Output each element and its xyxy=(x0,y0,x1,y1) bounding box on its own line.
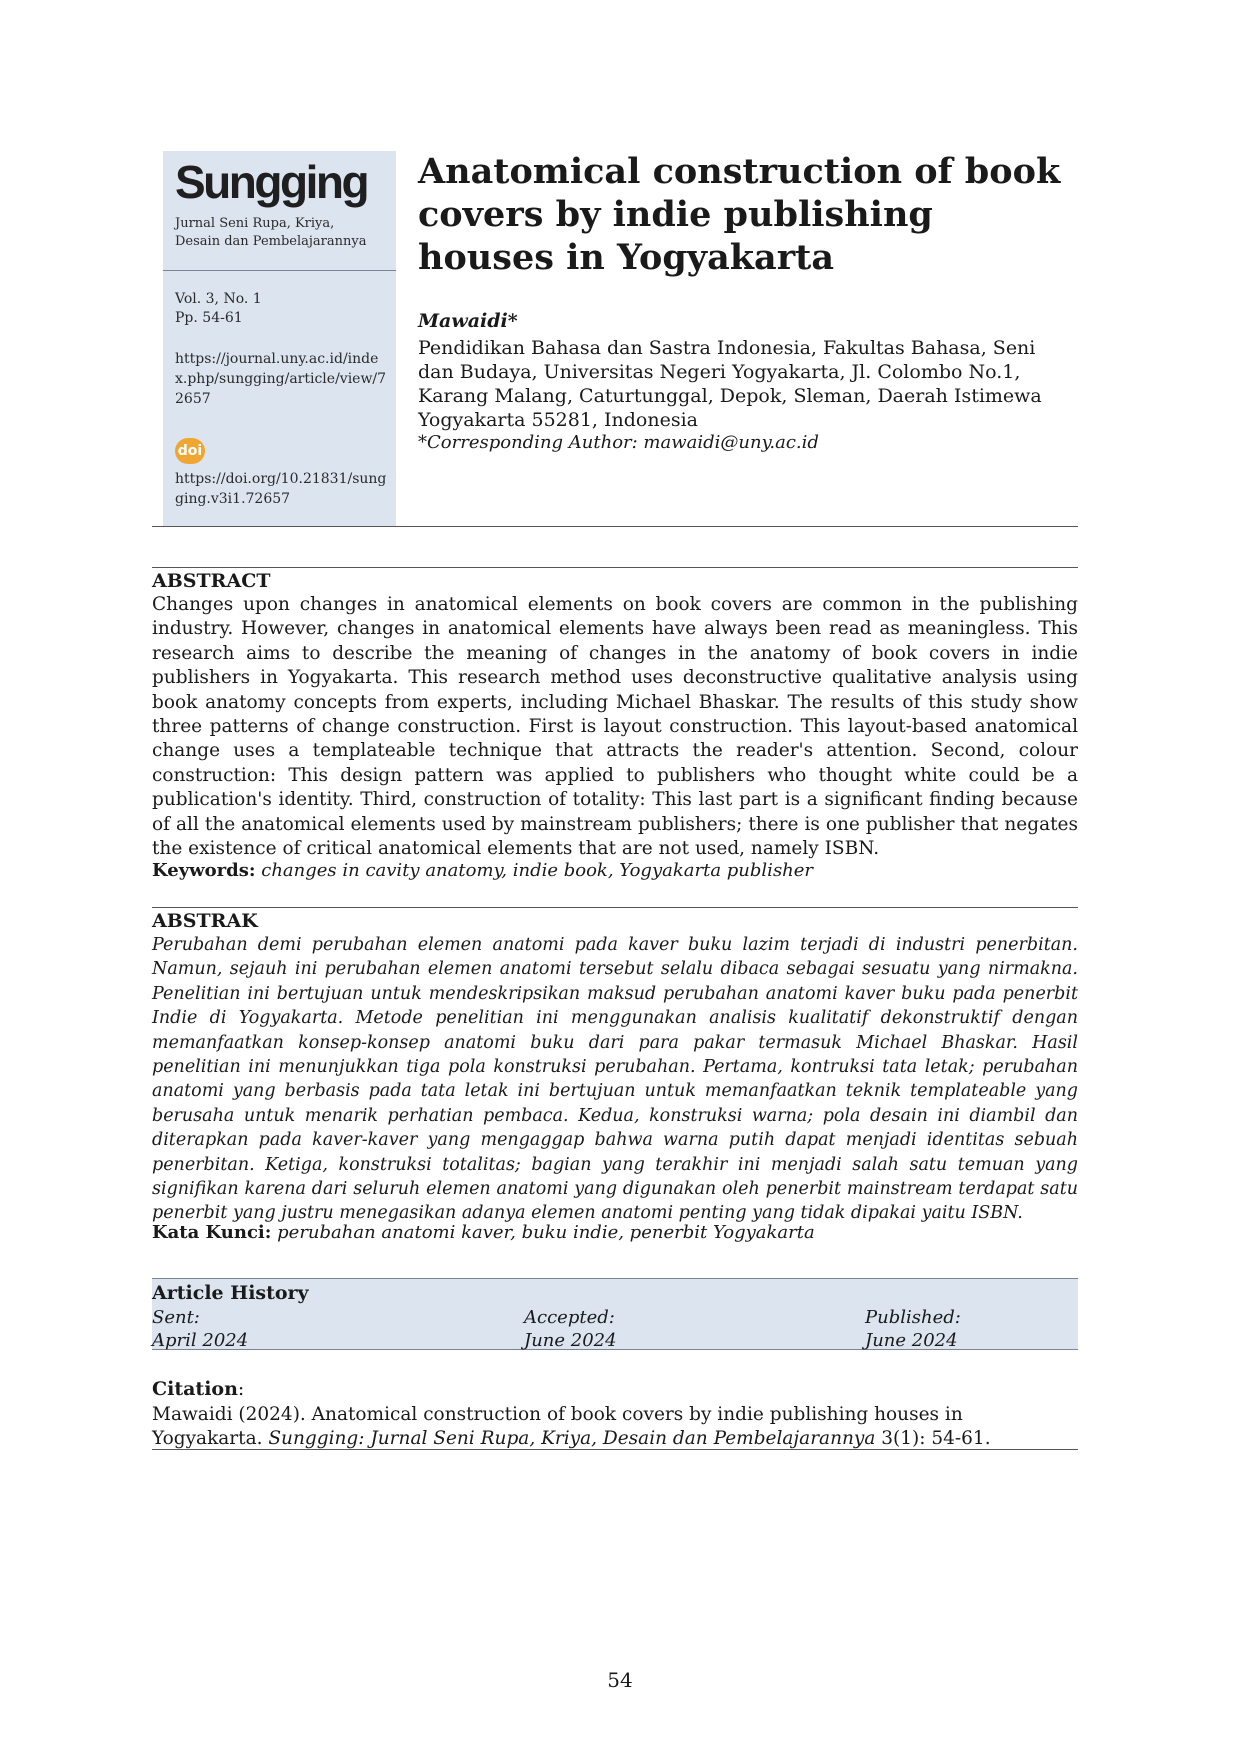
page-range: Pp. 54-61 xyxy=(175,310,243,326)
journal-info-panel xyxy=(163,151,396,527)
doi-link[interactable]: https://doi.org/10.21831/sungging.v3i1.72657 xyxy=(175,471,387,507)
sent-date: April 2024 xyxy=(152,1330,249,1351)
sent-label: Sent: xyxy=(152,1307,200,1328)
citation-plain: Mawaidi (2024). Anatomical construction of book covers by indie publishing houses in Yogyakarta. xyxy=(152,1404,963,1449)
citation-heading-colon: : xyxy=(237,1378,245,1400)
accepted-date: June 2024 xyxy=(524,1330,617,1351)
citation-text xyxy=(152,1403,1078,1451)
kata-kunci-label: Kata Kunci: xyxy=(152,1222,272,1243)
journal-logo: Sungging xyxy=(175,156,368,208)
volume-number: Vol. 3, No. 1 xyxy=(175,291,262,307)
citation-bottom-divider xyxy=(152,1449,1078,1450)
author-affiliation: Pendidikan Bahasa dan Sastra Indonesia, Fakultas Bahasa, Seni dan Budaya, Universitas Negeri Yogyakarta, Jl. Colombo No.1, Karang Malang, Caturtunggal, Depok, Sleman, Daerah Istimewa Yogyakarta 55281, Indonesia xyxy=(418,337,1042,431)
abstract-heading: ABSTRACT xyxy=(152,570,271,592)
kata-kunci xyxy=(152,1222,815,1243)
article-url-link[interactable]: https://journal.uny.ac.id/index.php/sungging/article/view/72657 xyxy=(175,351,387,407)
author-name: Mawaidi* xyxy=(418,310,518,332)
history-sent xyxy=(152,1306,248,1352)
citation-journal: Sungging: Jurnal Seni Rupa, Kriya, Desain dan Pembelajarannya xyxy=(268,1428,876,1449)
journal-subtitle-line1: Jurnal Seni Rupa, Kriya, xyxy=(175,216,335,231)
published-label: Published: xyxy=(865,1307,961,1328)
history-accepted xyxy=(524,1306,617,1352)
volume-info xyxy=(175,290,262,328)
page-number: 54 xyxy=(607,1668,633,1692)
article-history-title: Article History xyxy=(152,1282,309,1304)
published-date: June 2024 xyxy=(865,1330,958,1351)
abstrak-text: Perubahan demi perubahan elemen anatomi pada kaver buku lazim terjadi di industri penerbitan. Namun, sejauh ini perubahan elemen anatomi tersebut selalu dibaca sebagai sesuatu yang nirmakna. Penelitian ini bertujuan untuk mendeskripsikan maksud perubahan anatomi kaver buku pada penerbit Indie di Yogyakarta. Metode penelitian ini menggunakan analisis kualitatif dekonstruktif dengan memanfaatkan konsep-konsep anatomi buku dari para pakar termasuk Michael Bhaskar. Hasil penelitian ini menunjukkan tiga pola konstruksi perubahan. Pertama, kontruksi tata letak; perubahan anatomi yang berbasis pada tata letak ini bertujuan untuk memanfaatkan teknik templateable yang berusaha untuk menarik perhatian pembaca. Kedua, konstruksi warna; pola desain ini diambil dan diterapkan pada kaver-kaver yang mengaggap bahwa warna putih dapat menjadi identitas sebuah penerbitan. Ketiga, konstruksi totalitas; bagian yang terakhir ini menjadi salah satu temuan yang signifikan karena dari seluruh elemen anatomi yang digunakan oleh penerbit mainstream terdapat satu penerbit yang justru menegasikan adanya elemen anatomi penting yang tidak dipakai yaitu ISBN. xyxy=(152,935,1078,1224)
citation-heading-label: Citation xyxy=(152,1378,238,1400)
corresponding-author: *Corresponding Author: mawaidi@uny.ac.id xyxy=(418,432,819,453)
abstrak-top-divider xyxy=(152,907,1078,908)
kata-kunci-list: perubahan anatomi kaver, buku indie, penerbit Yogyakarta xyxy=(277,1222,815,1243)
keywords-list: changes in cavity anatomy, indie book, Yogyakarta publisher xyxy=(261,860,814,881)
abstract-top-divider xyxy=(152,567,1078,568)
keywords-label: Keywords: xyxy=(152,860,256,881)
journal-subtitle xyxy=(175,215,390,251)
doi-icon: doi xyxy=(175,438,205,464)
accepted-label: Accepted: xyxy=(524,1307,615,1328)
sidebar-divider xyxy=(163,270,396,271)
keywords xyxy=(152,860,813,881)
citation-end: 3(1): 54-61. xyxy=(875,1428,991,1449)
abstrak-heading: ABSTRAK xyxy=(152,910,258,932)
history-published xyxy=(865,1306,961,1352)
header-divider xyxy=(152,526,1078,527)
article-title: Anatomical construction of book covers by indie publishing houses in Yogyakarta xyxy=(418,151,1061,278)
citation-heading xyxy=(152,1378,244,1400)
abstract-text: Changes upon changes in anatomical elements on book covers are common in the publishing industry. However, changes in anatomical elements have always been read as meaningless. This research aims to describe the meaning of changes in the anatomy of book covers in indie publishers in Yogyakarta. This research method uses deconstructive qualitative analysis using book anatomy concepts from experts, including Michael Bhaskar. The results of this study show three patterns of change construction. First is layout construction. This layout-based anatomical change uses a templateable technique that attracts the reader's attention. Second, colour construction: This design pattern was applied to publishers who thought white could be a publication's identity. Third, construction of totality: This last part is a significant finding because of all the anatomical elements used by mainstream publishers; there is one publisher that negates the existence of critical anatomical elements that are not used, namely ISBN. xyxy=(152,594,1078,860)
journal-subtitle-line2: Desain dan Pembelajarannya xyxy=(175,234,367,249)
article-history-box xyxy=(152,1278,1078,1350)
